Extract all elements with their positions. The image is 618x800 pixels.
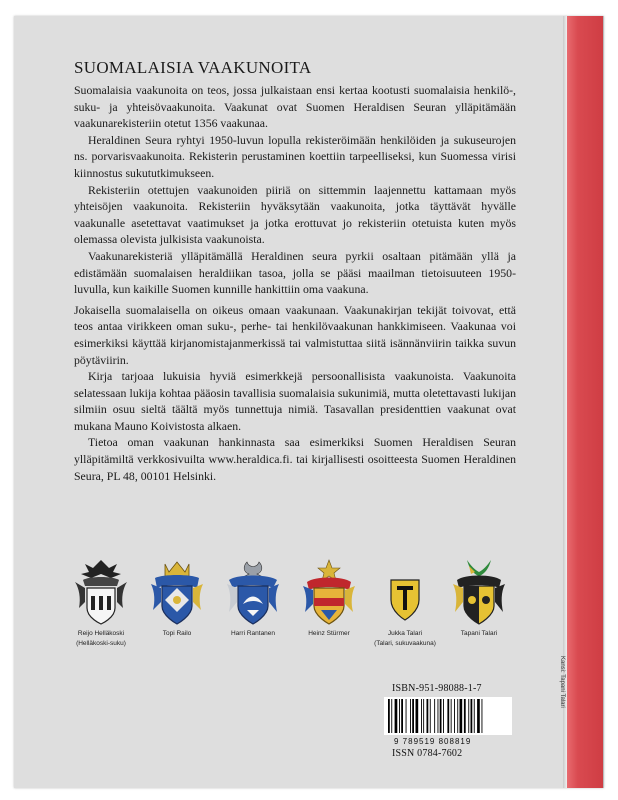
crown-shield-icon xyxy=(147,558,207,628)
text-block xyxy=(74,58,516,484)
paragraph-5: Jokaisella suomalaisella on oikeus omaan vaakunaan. Vaakunakirjan tekijät toivovat, että teos antaa virikkeen oman suku-, perhe- tai henkilövaakunan hankkimiseen. Vaakunaa voi esimerkiksi käyttää kirjanomistajanmerkissä tai valmistuttaa siitä isännänviirin taikka suvun pöytäviirin. xyxy=(74,302,516,367)
coat-of-arms-5 xyxy=(368,558,442,648)
arms-sublabel-1: (Helläkoski-suku) xyxy=(76,640,126,647)
arms-label-5: Jukka Talari xyxy=(387,630,423,637)
coat-of-arms-6 xyxy=(442,558,516,638)
book-title: SUOMALAISIA VAAKUNOITA xyxy=(74,58,312,77)
arms-label-2: Topi Railo xyxy=(162,630,192,637)
wing-crest-shield-icon xyxy=(449,558,509,628)
paragraph-7: Tietoa oman vaakunan hankinnasta saa esimerkiksi Suomen Heraldisen Seuran ylläpitämiltä verkkosivuilta www.heraldica.fi. tai kirjallisesti osoitteesta Suomen Heraldinen Seura, PL 48, 00101 Helsinki. xyxy=(74,435,516,483)
paragraph-4: Vaakunarekisteriä ylläpitämällä Heraldinen seura pyrkii osaltaan pitämään yllä ja edistämään suomalaisen heraldiikan tasoa, jolla se pääsi maailman tietoisuuteen 1950-luvulla, kun kaikille Suomen kunnille hankittiin oma vaakuna. xyxy=(74,248,516,297)
coats-of-arms-row xyxy=(64,558,514,668)
cover-credit-text: Kansi: Tapani Talari xyxy=(559,656,565,708)
arms-label-4: Heinz Stürmer xyxy=(308,630,350,637)
coat-of-arms-1 xyxy=(64,558,138,648)
eagle-crest-icon xyxy=(71,558,131,628)
arms-label-1: Reijo Helläkoski xyxy=(77,630,125,637)
paragraph-1: Suomalaisia vaakunoita on teos, jossa julkaistaan ensi kertaa kootusti suomalaisia henkilö-, suku- ja yhteisövaakunoita. Vaakunat ovat Suomen Heraldisen Seuran ylläpitämään vaakunarekisteriin otetut 1356 vaakunaa. xyxy=(74,83,516,131)
isbn: ISBN-951-98088-1-7 xyxy=(392,683,482,694)
barcode-digits: 9 789519 808819 xyxy=(394,737,472,746)
bird-wing-shield-icon xyxy=(223,558,283,628)
coat-of-arms-3 xyxy=(216,558,290,638)
arms-sublabel-5: (Talari, sukuvaakuna) xyxy=(374,640,436,647)
arms-label-3: Harri Rantanen xyxy=(230,630,276,637)
arms-label-6: Tapani Talari xyxy=(460,630,498,637)
paragraph-6: Kirja tarjoaa lukuisia hyviä esimerkkejä persoonallisista vaakunoista. Vaakunoita selatessaan lukija kohtaa pääosin tavallisia suomalaisia sukunimiä, mutta oletettavasti lukijan silmiin osuu sieltä täältä myös tunnettuja nimiä. Tasavallan presidenttien vaakunat ovat mukana Mauno Koivistosta alkaen. xyxy=(74,369,516,433)
paragraph-3: Rekisteriin otettujen vaakunoiden piiriä on sittemmin laajennettu kattamaan myös yhteisöjen vaakunoita. Rekisteriin hyväksytään vaakunoita, jotka täyttävät hyvälle vaakunalle asetettavat vaatimukset ja jotka erottuvat jo rekisteriin otetuista kuten myös olemassa olevista julkisista vaakunoista. xyxy=(74,182,516,247)
coat-of-arms-4 xyxy=(292,558,366,638)
star-crest-shield-icon xyxy=(299,558,359,628)
red-spine xyxy=(567,16,603,788)
tower-shield-icon xyxy=(375,558,435,628)
issn: ISSN 0784-7602 xyxy=(392,748,463,759)
coat-of-arms-2 xyxy=(140,558,214,638)
cover-credit xyxy=(556,656,566,766)
barcode-icon xyxy=(384,697,512,735)
paragraph-2: Heraldinen Seura ryhtyi 1950-luvun lopulla rekisteröimään henkilöiden ja sukuseurojen ns. porvarisvaakunoita. Rekisterin perustaminen koettiin tarpeelliseksi, kun Suomessa virisi kiinnostus sukututkimukseen. xyxy=(74,132,516,180)
